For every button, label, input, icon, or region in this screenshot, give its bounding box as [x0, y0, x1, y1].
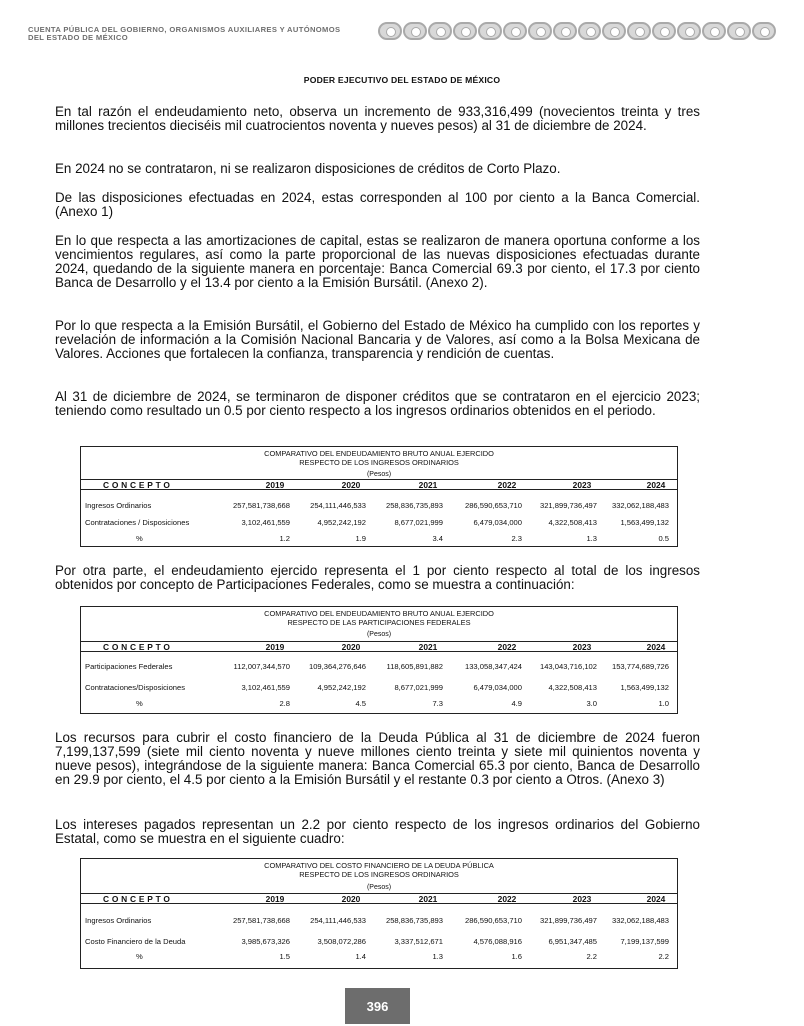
column-header-year: 2023: [572, 480, 592, 490]
table-unit: (Pesos): [366, 471, 392, 478]
table-cell: 4.5: [355, 699, 366, 708]
paragraph-6: Al 31 de diciembre de 2024, se terminaron de disponer créditos que se contrataron en el ejercicio 2023; teniendo como resultado un 0.5 por ciento respecto a los ingresos ordinarios obtenidos en el periodo.: [55, 389, 700, 418]
table-subtitle: RESPECTO DE LOS INGRESOS ORDINARIOS: [299, 870, 459, 879]
row-label: Contrataciones / Disposiciones: [85, 518, 190, 527]
emblem-ring-icon: [403, 22, 427, 40]
column-header-concept: CONCEPTO: [103, 642, 173, 652]
table-cell: 3,337,512,671: [394, 937, 443, 946]
emblem-ring-icon: [553, 22, 577, 40]
page-subtitle: PODER EJECUTIVO DEL ESTADO DE MÉXICO: [303, 75, 501, 85]
table-title: COMPARATIVO DEL ENDEUDAMIENTO BRUTO ANUAL EJERCIDO: [264, 449, 494, 458]
table-cell: 1.4: [355, 952, 366, 961]
column-header-year: 2019: [265, 480, 285, 490]
table-cell: 4,322,508,413: [548, 683, 597, 692]
table-cell: 7.3: [432, 699, 443, 708]
table-row: [81, 500, 677, 511]
row-label: Participaciones Federales: [85, 662, 173, 671]
table-header-row: [81, 479, 677, 490]
table-cell: 112,007,344,570: [233, 662, 290, 671]
emblem-ring-icon: [478, 22, 502, 40]
table-cell: 6,479,034,000: [473, 518, 522, 527]
column-header-year: 2021: [418, 480, 438, 490]
paragraph-4: En lo que respecta a las amortizaciones de capital, estas se realizaron de manera oportuna conforme a los vencimientos regulares, así como la parte proporcional de las nuevas disposiciones efectuadas durante 2024, quedando de la siguiente manera en porcentaje: Banca Comercial 69.3 por ciento, el 17.3 por ciento Banca de Desarrollo y el 13.4 por ciento a la Emisión Bursátil. (Anexo 2).: [55, 233, 700, 290]
paragraph-1: En tal razón el endeudamiento neto, observa un incremento de 933,316,499 (novecientos treinta y tres millones trecientos dieciséis mil cuatrocientos noventa y nueves pesos) al 31 de diciembre de 2024.: [55, 104, 700, 133]
table-cell: 1.9: [355, 534, 366, 543]
table-cell: 153,774,689,726: [611, 662, 669, 671]
paragraph-7: Por otra parte, el endeudamiento ejercido representa el 1 por ciento respecto al total de los ingresos obtenidos por concepto de Participaciones Federales, como se muestra a continuación:: [55, 563, 700, 592]
table-header-row: [81, 641, 677, 652]
table-cell: 321,899,736,497: [539, 916, 597, 925]
table-row: [81, 698, 677, 709]
table-title: COMPARATIVO DEL ENDEUDAMIENTO BRUTO ANUAL EJERCIDO: [264, 609, 494, 618]
table-financial-cost-vs-ordinary-income: [80, 858, 678, 969]
paragraph-2: En 2024 no se contrataron, ni se realizaron disposiciones de créditos de Corto Plazo.: [55, 161, 561, 176]
table-cell: 3,102,461,559: [241, 518, 290, 527]
table-header-row: [81, 893, 677, 904]
page-number: 396: [345, 988, 410, 1024]
emblem-ring-icon: [752, 22, 776, 40]
table-cell: 1.3: [432, 952, 443, 961]
column-header-year: 2019: [265, 894, 285, 904]
table-cell: 254,111,446,533: [310, 501, 366, 510]
table-cell: 8,677,021,999: [394, 518, 443, 527]
emblem-ring-icon: [627, 22, 651, 40]
state-emblem-strip-icon: [378, 22, 776, 42]
table-unit: (Pesos): [366, 631, 392, 638]
table-row: [81, 936, 677, 947]
column-header-year: 2023: [572, 642, 592, 652]
table-cell: 254,111,446,533: [310, 916, 366, 925]
table-cell: 1.5: [279, 952, 290, 961]
table-cell: 258,836,735,893: [385, 916, 443, 925]
table-cell: 118,605,891,882: [386, 662, 443, 671]
column-header-concept: CONCEPTO: [103, 480, 173, 490]
table-cell: 6,479,034,000: [473, 683, 522, 692]
table-cell: 6,951,347,485: [548, 937, 597, 946]
column-header-year: 2023: [572, 894, 592, 904]
table-cell: 0.5: [658, 534, 669, 543]
column-header-year: 2024: [646, 894, 666, 904]
emblem-ring-icon: [652, 22, 676, 40]
table-cell: 8,677,021,999: [394, 683, 443, 692]
table-cell: 3.4: [432, 534, 443, 543]
column-header-year: 2020: [341, 894, 361, 904]
emblem-ring-icon: [378, 22, 402, 40]
row-label: %: [136, 952, 143, 961]
table-cell: 1,563,499,132: [620, 683, 669, 692]
table-cell: 4,576,088,916: [473, 937, 522, 946]
table-row: [81, 533, 677, 544]
emblem-ring-icon: [528, 22, 552, 40]
column-header-year: 2021: [418, 894, 438, 904]
emblem-ring-icon: [428, 22, 452, 40]
table-cell: 257,581,738,668: [232, 501, 290, 510]
table-cell: 332,062,188,483: [611, 916, 669, 925]
table-cell: 1.2: [279, 534, 290, 543]
table-cell: 4,952,242,192: [317, 683, 366, 692]
table-subtitle: RESPECTO DE LOS INGRESOS ORDINARIOS: [299, 458, 459, 467]
emblem-ring-icon: [602, 22, 626, 40]
table-cell: 332,062,188,483: [611, 501, 669, 510]
paragraph-3: De las disposiciones efectuadas en 2024, estas corresponden al 100 por ciento a la Banca Comercial. (Anexo 1): [55, 190, 700, 219]
column-header-year: 2022: [497, 894, 517, 904]
table-cell: 257,581,738,668: [232, 916, 290, 925]
column-header-year: 2021: [418, 642, 438, 652]
emblem-ring-icon: [727, 22, 751, 40]
table-cell: 3,508,072,286: [317, 937, 366, 946]
table-subtitle: RESPECTO DE LAS PARTICIPACIONES FEDERALES: [287, 618, 471, 627]
table-cell: 2.2: [586, 952, 597, 961]
table-cell: 7,199,137,599: [620, 937, 669, 946]
table-cell: 109,364,276,646: [308, 662, 366, 671]
table-row: [81, 915, 677, 926]
table-row: [81, 661, 677, 672]
column-header-year: 2024: [646, 480, 666, 490]
table-cell: 4.9: [511, 699, 522, 708]
row-label: Ingresos Ordinarios: [85, 501, 152, 510]
table-cell: 286,590,653,710: [464, 501, 522, 510]
table-cell: 3.0: [586, 699, 597, 708]
paragraph-8: Los recursos para cubrir el costo financiero de la Deuda Pública al 31 de diciembre de 2024 fueron 7,199,137,599 (siete mil ciento noventa y nueve millones ciento treinta y siete mil quinientos noventa y nueve pesos), integrándose de la siguiente manera: Banca Comercial 65.3 por ciento, Banca de Desarrollo en 29.9 por ciento, el 4.5 por ciento a la Emisión Bursátil y el restante 0.3 por ciento a Otros. (Anexo 3): [55, 730, 700, 787]
emblem-ring-icon: [677, 22, 701, 40]
table-cell: 4,322,508,413: [548, 518, 597, 527]
table-cell: 2.2: [658, 952, 669, 961]
row-label: %: [136, 699, 143, 708]
table-cell: 258,836,735,893: [385, 501, 443, 510]
paragraph-9: Los intereses pagados representan un 2.2 por ciento respecto de los ingresos ordinarios del Gobierno Estatal, como se muestra en el siguiente cuadro:: [55, 817, 700, 846]
column-header-year: 2024: [646, 642, 666, 652]
table-row: [81, 682, 677, 693]
emblem-ring-icon: [453, 22, 477, 40]
table-unit: (Pesos): [366, 884, 392, 891]
row-label: Costo Financiero de la Deuda: [85, 937, 186, 946]
emblem-ring-icon: [578, 22, 602, 40]
table-cell: 321,899,736,497: [539, 501, 597, 510]
column-header-concept: CONCEPTO: [103, 894, 173, 904]
report-header-line2: DEL ESTADO DE MÉXICO: [28, 33, 128, 42]
table-cell: 3,985,673,326: [241, 937, 290, 946]
row-label: Ingresos Ordinarios: [85, 916, 152, 925]
emblem-ring-icon: [702, 22, 726, 40]
table-row: [81, 517, 677, 528]
table-cell: 133,058,347,424: [464, 662, 522, 671]
table-cell: 1.3: [586, 534, 597, 543]
column-header-year: 2019: [265, 642, 285, 652]
row-label: %: [136, 534, 143, 543]
table-cell: 2.8: [279, 699, 290, 708]
column-header-year: 2020: [341, 642, 361, 652]
table-debt-vs-ordinary-income: [80, 446, 678, 547]
table-cell: 3,102,461,559: [241, 683, 290, 692]
table-cell: 1.6: [511, 952, 522, 961]
column-header-year: 2022: [497, 480, 517, 490]
table-title: COMPARATIVO DEL COSTO FINANCIERO DE LA DEUDA PÚBLICA: [264, 861, 494, 870]
table-cell: 1,563,499,132: [620, 518, 669, 527]
table-debt-vs-federal-participations: [80, 606, 678, 714]
table-row: [81, 951, 677, 962]
row-label: Contrataciones/Disposiciones: [85, 683, 186, 692]
table-cell: 143,043,716,102: [539, 662, 597, 671]
table-cell: 4,952,242,192: [317, 518, 366, 527]
report-header-line1: CUENTA PÚBLICA DEL GOBIERNO, ORGANISMOS AUXILIARES Y AUTÓNOMOS: [28, 25, 341, 34]
column-header-year: 2022: [497, 642, 517, 652]
table-cell: 1.0: [658, 699, 669, 708]
emblem-ring-icon: [503, 22, 527, 40]
column-header-year: 2020: [341, 480, 361, 490]
paragraph-5: Por lo que respecta a la Emisión Bursátil, el Gobierno del Estado de México ha cumplido con los reportes y revelación de información a la Comisión Nacional Bancaria y de Valores, así como a la Bolsa Mexicana de Valores. Acciones que fortalecen la confianza, transparencia y rendición de cuentas.: [55, 318, 700, 361]
table-cell: 2.3: [511, 534, 522, 543]
table-cell: 286,590,653,710: [464, 916, 522, 925]
